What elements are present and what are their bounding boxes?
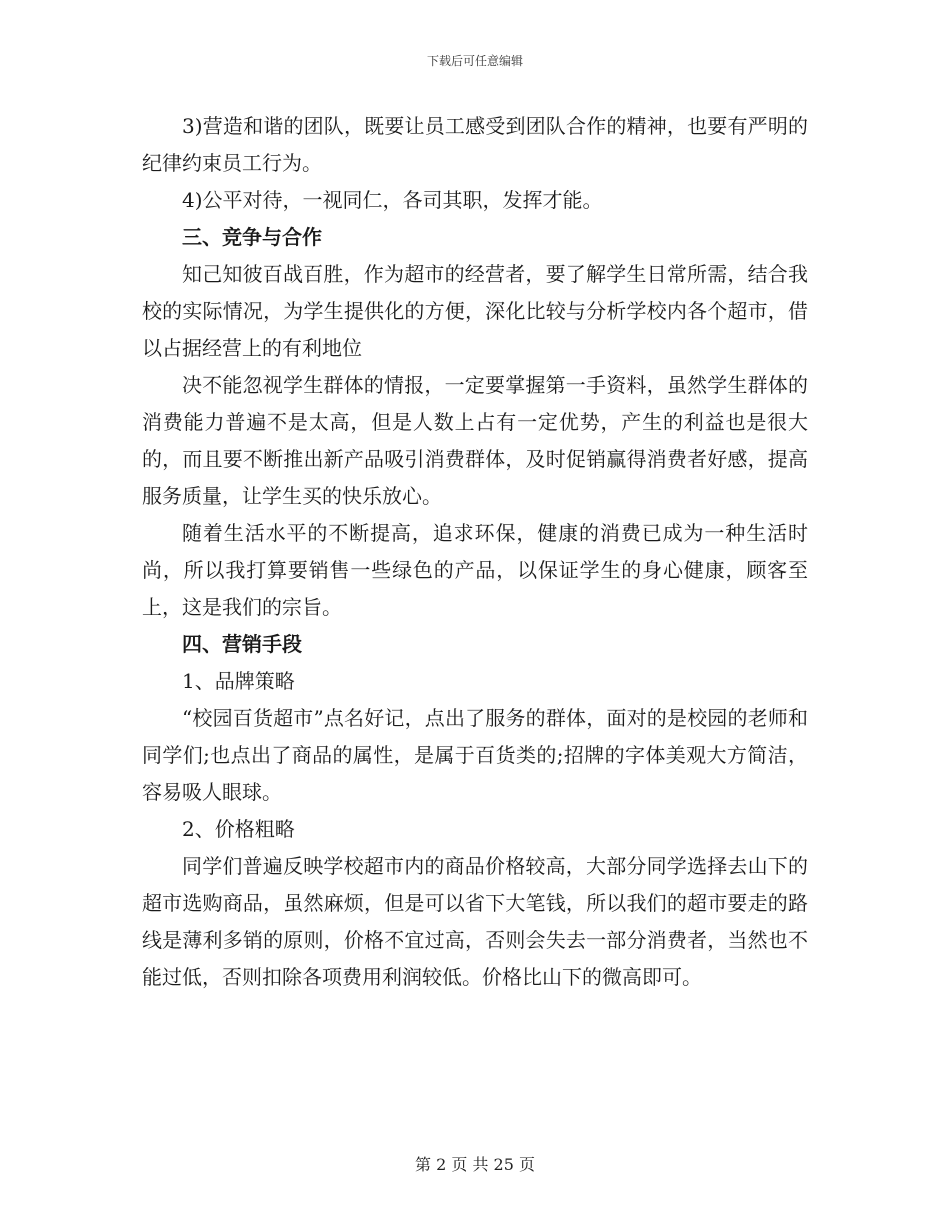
page-number: 第 2 页 共 25 页 <box>415 1155 535 1174</box>
subsection-title: 1、品牌策略 <box>182 669 295 693</box>
paragraph: 知己知彼百战百胜，作为超市的经营者，要了解学生日常所需，结合我校的实际情况，为学生提供化的方便，深化比较与分析学校内各个超市，借以占据经营上的有利地位 <box>142 262 808 360</box>
paragraph: 决不能忽视学生群体的情报，一定要掌握第一手资料，虽然学生群体的消费能力普遍不是太高，但是人数上占有一定优势，产生的利益也是很大的，而且要不断推出新产品吸引消费群体，及时促销赢得消费者好感，提高服务质量，让学生买的快乐放心。 <box>142 373 808 508</box>
paragraph: 同学们普遍反映学校超市内的商品价格较高，大部分同学选择去山下的超市选购商品，虽然麻烦，但是可以省下大笔钱，所以我们的超市要走的路线是薄利多销的原则，价格不宜过高，否则会失去一部分消费者，当然也不能过低，否则扣除各项费用利润较低。价格比山下的微高即可。 <box>142 854 808 989</box>
paragraph: 4)公平对待，一视同仁，各司其职，发挥才能。 <box>182 188 603 212</box>
paragraph: 3)营造和谐的团队，既要让员工感受到团队合作的精神，也要有严明的纪律约束员工行为。 <box>142 114 808 175</box>
document-body <box>142 108 808 996</box>
paragraph: 随着生活水平的不断提高，追求环保，健康的消费已成为一种生活时尚，所以我打算要销售一些绿色的产品，以保证学生的身心健康，顾客至上，这是我们的宗旨。 <box>142 521 808 619</box>
section-heading: 三、竞争与合作 <box>182 225 322 249</box>
page-header: 下载后可任意编辑 <box>426 54 523 68</box>
paragraph: “校园百货超市”点名好记，点出了服务的群体，面对的是校园的老师和同学们;也点出了商品的属性，是属于百货类的;招牌的字体美观大方简洁，容易吸人眼球。 <box>142 706 808 804</box>
subsection-title: 2、价格粗略 <box>182 817 295 841</box>
section-heading: 四、营销手段 <box>182 632 302 656</box>
